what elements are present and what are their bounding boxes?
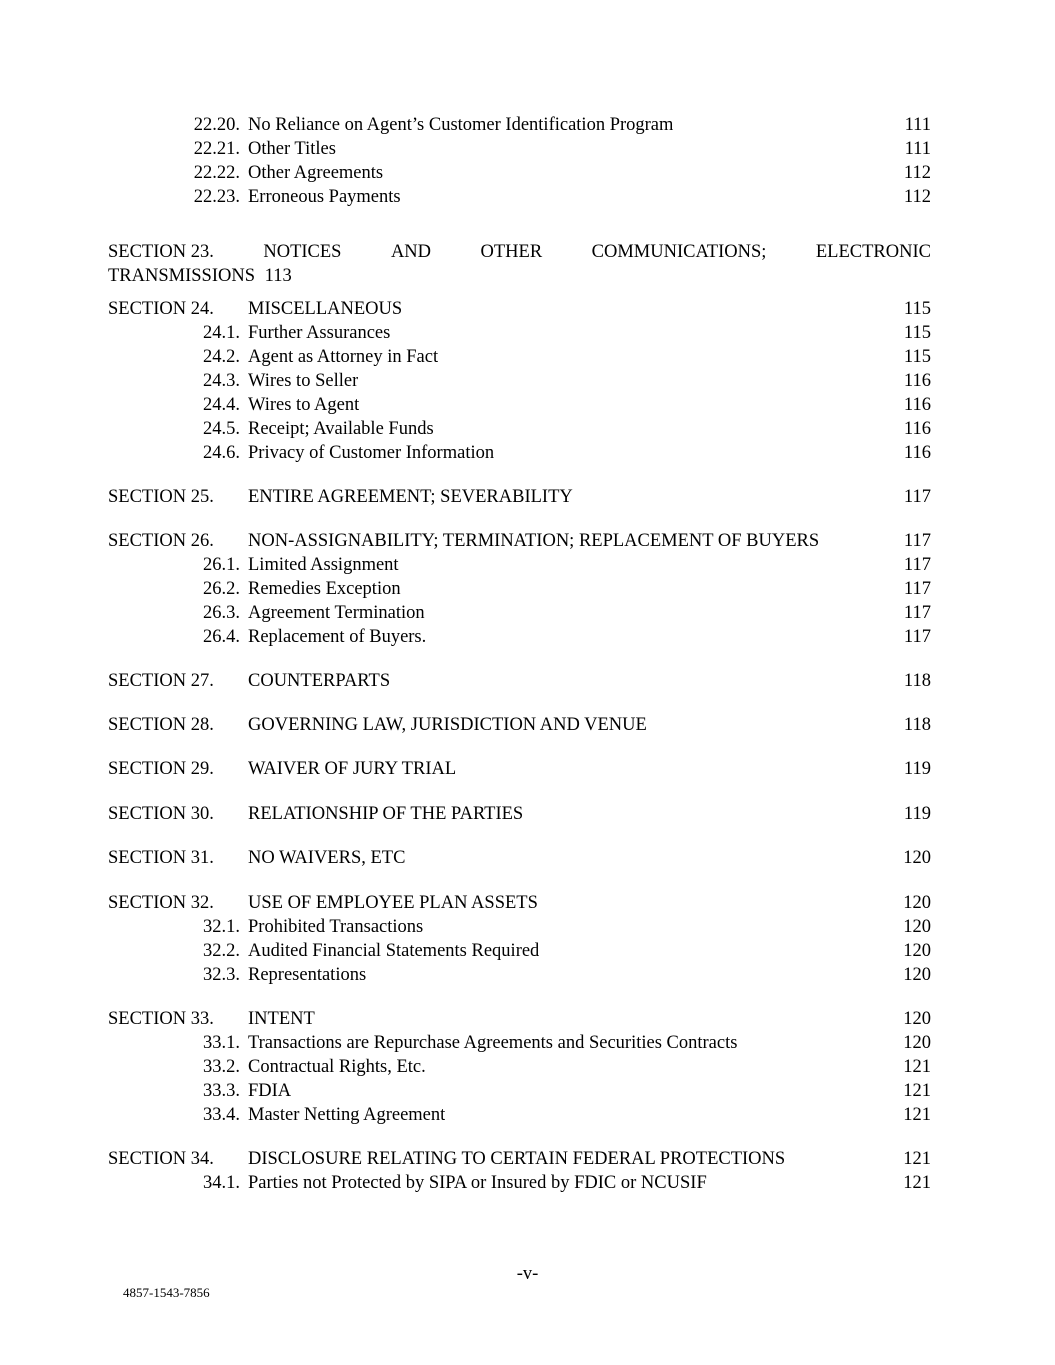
entry-title: No Reliance on Agent’s Customer Identification Program bbox=[248, 115, 674, 135]
entry-title: Other Titles bbox=[248, 139, 336, 159]
toc-entry[interactable] bbox=[108, 393, 931, 417]
entry-title: Replacement of Buyers. bbox=[248, 627, 427, 647]
section-23-word: OTHER bbox=[480, 242, 543, 262]
entry-number-text: 26.4. bbox=[203, 627, 240, 647]
entry-title: NO WAIVERS, ETC bbox=[248, 848, 406, 868]
toc-entry[interactable] bbox=[108, 161, 931, 185]
subsection-number bbox=[108, 915, 248, 939]
entry-page-number: 121 bbox=[903, 1149, 931, 1169]
entry-number-text: 26.1. bbox=[203, 555, 240, 575]
section-number bbox=[108, 485, 248, 509]
toc-entry[interactable] bbox=[108, 137, 931, 161]
entry-page-number: 117 bbox=[903, 487, 931, 507]
section-23-word: COMMUNICATIONS; bbox=[591, 242, 767, 262]
subsection-number bbox=[108, 345, 248, 369]
entry-number-text: 33.4. bbox=[203, 1105, 240, 1125]
section-23-word: ELECTRONIC bbox=[815, 242, 931, 262]
subsection-number bbox=[108, 1079, 248, 1103]
entry-number-text: 24.6. bbox=[203, 443, 240, 463]
entry-page-number: 120 bbox=[903, 848, 931, 868]
entry-page-number: 117 bbox=[903, 603, 931, 623]
entry-title: WAIVER OF JURY TRIAL bbox=[248, 759, 457, 779]
entry-page-number: 121 bbox=[903, 1057, 931, 1077]
entry-number-text: SECTION 34. bbox=[108, 1149, 214, 1169]
section-23-line-2 bbox=[108, 264, 931, 288]
entry-number-text: 32.3. bbox=[203, 965, 240, 985]
toc-entry[interactable] bbox=[108, 1171, 931, 1195]
subsection-number bbox=[108, 963, 248, 987]
subsection-number bbox=[108, 577, 248, 601]
toc-entry[interactable] bbox=[108, 802, 931, 826]
entry-number-text: SECTION 31. bbox=[108, 848, 214, 868]
toc-entry[interactable] bbox=[108, 417, 931, 441]
toc-entry[interactable] bbox=[108, 113, 931, 137]
subsection-number bbox=[108, 1031, 248, 1055]
entry-number-text: 33.3. bbox=[203, 1081, 240, 1101]
entry-title: GOVERNING LAW, JURISDICTION AND VENUE bbox=[248, 715, 647, 735]
entry-page-number: 117 bbox=[903, 531, 931, 551]
toc-entry[interactable] bbox=[108, 939, 931, 963]
toc-entry[interactable] bbox=[108, 321, 931, 345]
entry-page-number: 120 bbox=[903, 917, 931, 937]
entry-page-number: 115 bbox=[903, 323, 931, 343]
entry-title: USE OF EMPLOYEE PLAN ASSETS bbox=[248, 893, 538, 913]
toc-entry[interactable] bbox=[108, 1007, 931, 1031]
entry-page-number: 118 bbox=[903, 715, 931, 735]
section-number bbox=[108, 713, 248, 737]
entry-number-text: 26.3. bbox=[203, 603, 240, 623]
entry-page-number: 112 bbox=[903, 187, 931, 207]
section-number bbox=[108, 891, 248, 915]
toc-entry[interactable] bbox=[108, 529, 931, 553]
entry-page-number: 115 bbox=[903, 347, 931, 367]
subsection-number bbox=[108, 369, 248, 393]
entry-title: Wires to Agent bbox=[248, 395, 360, 415]
entry-title: INTENT bbox=[248, 1009, 315, 1029]
entry-page-number: 120 bbox=[903, 1009, 931, 1029]
section-number bbox=[108, 669, 248, 693]
entry-title: Prohibited Transactions bbox=[248, 917, 424, 937]
toc-entry[interactable] bbox=[108, 1147, 931, 1171]
entry-number-text: 24.4. bbox=[203, 395, 240, 415]
section-23-line-1 bbox=[108, 240, 931, 264]
section-number bbox=[108, 1147, 248, 1171]
entry-title: DISCLOSURE RELATING TO CERTAIN FEDERAL PROTECTIONS bbox=[248, 1149, 786, 1169]
entry-page-number: 116 bbox=[903, 443, 931, 463]
entry-title: FDIA bbox=[248, 1081, 292, 1101]
entry-number-text: SECTION 33. bbox=[108, 1009, 214, 1029]
entry-page-number: 119 bbox=[903, 804, 931, 824]
subsection-number bbox=[108, 137, 248, 161]
section-23-page-number: 113 bbox=[264, 266, 292, 286]
section-number bbox=[108, 1007, 248, 1031]
entry-page-number: 120 bbox=[903, 1033, 931, 1053]
toc-entry[interactable] bbox=[108, 915, 931, 939]
subsection-number bbox=[108, 161, 248, 185]
subsection-number bbox=[108, 393, 248, 417]
entry-title: Parties not Protected by SIPA or Insured by FDIC or NCUSIF bbox=[248, 1173, 707, 1193]
entry-page-number: 117 bbox=[903, 555, 931, 575]
toc-entry[interactable] bbox=[108, 1055, 931, 1079]
toc-entry[interactable] bbox=[108, 1079, 931, 1103]
document-id: 4857-1543-7856 bbox=[123, 1285, 210, 1300]
toc-entry[interactable] bbox=[108, 757, 931, 781]
entry-title: Privacy of Customer Information bbox=[248, 443, 495, 463]
entry-title: Contractual Rights, Etc. bbox=[248, 1057, 426, 1077]
entry-page-number: 112 bbox=[903, 163, 931, 183]
toc-entry[interactable] bbox=[108, 963, 931, 987]
entry-title: Wires to Seller bbox=[248, 371, 359, 391]
subsection-number bbox=[108, 321, 248, 345]
entry-number-text: 34.1. bbox=[203, 1173, 240, 1193]
subsection-number bbox=[108, 939, 248, 963]
entry-title: RELATIONSHIP OF THE PARTIES bbox=[248, 804, 524, 824]
entry-page-number: 117 bbox=[903, 627, 931, 647]
entry-page-number: 111 bbox=[904, 115, 931, 135]
toc-entry[interactable] bbox=[108, 713, 931, 737]
entry-number-text: SECTION 24. bbox=[108, 299, 214, 319]
entry-number-text: 24.2. bbox=[203, 347, 240, 367]
entry-number-text: 33.2. bbox=[203, 1057, 240, 1077]
section-number bbox=[108, 529, 248, 553]
entry-title: Further Assurances bbox=[248, 323, 391, 343]
entry-page-number: 116 bbox=[903, 371, 931, 391]
entry-title: ENTIRE AGREEMENT; SEVERABILITY bbox=[248, 487, 573, 507]
entry-number-text: SECTION 27. bbox=[108, 671, 214, 691]
entry-number-text: 24.1. bbox=[203, 323, 240, 343]
subsection-number bbox=[108, 1055, 248, 1079]
subsection-number bbox=[108, 113, 248, 137]
entry-number-text: SECTION 32. bbox=[108, 893, 214, 913]
section-number bbox=[108, 846, 248, 870]
entry-page-number: 121 bbox=[903, 1173, 931, 1193]
entry-page-number: 119 bbox=[903, 759, 931, 779]
entry-page-number: 121 bbox=[903, 1105, 931, 1125]
entry-number-text: SECTION 25. bbox=[108, 487, 214, 507]
entry-title: Erroneous Payments bbox=[248, 187, 401, 207]
subsection-number bbox=[108, 553, 248, 577]
toc-entry[interactable] bbox=[108, 1031, 931, 1055]
section-number bbox=[108, 297, 248, 321]
entry-number-text: 22.20. bbox=[193, 115, 240, 135]
entry-title: Other Agreements bbox=[248, 163, 384, 183]
section-23-title-continued: TRANSMISSIONS bbox=[108, 266, 256, 286]
entry-title: Transactions are Repurchase Agreements and Securities Contracts bbox=[248, 1033, 738, 1053]
entry-number-text: 22.22. bbox=[193, 163, 240, 183]
entry-title: NON-ASSIGNABILITY; TERMINATION; REPLACEMENT OF BUYERS bbox=[248, 531, 820, 551]
toc-entry[interactable] bbox=[108, 1103, 931, 1127]
entry-page-number: 120 bbox=[903, 893, 931, 913]
toc-entry[interactable] bbox=[108, 669, 931, 693]
entry-title: Agreement Termination bbox=[248, 603, 425, 623]
toc-entry[interactable] bbox=[108, 345, 931, 369]
entry-title: Receipt; Available Funds bbox=[248, 419, 434, 439]
entry-title: MISCELLANEOUS bbox=[248, 299, 403, 319]
entry-number-text: 24.5. bbox=[203, 419, 240, 439]
entry-title: Master Netting Agreement bbox=[248, 1105, 446, 1125]
entry-page-number: 116 bbox=[903, 419, 931, 439]
entry-page-number: 120 bbox=[903, 941, 931, 961]
entry-title: Limited Assignment bbox=[248, 555, 399, 575]
section-23-number: SECTION 23. bbox=[108, 242, 214, 262]
section-number bbox=[108, 802, 248, 826]
entry-title: Remedies Exception bbox=[248, 579, 401, 599]
entry-number-text: 24.3. bbox=[203, 371, 240, 391]
entry-page-number: 120 bbox=[903, 965, 931, 985]
section-23-word: AND bbox=[390, 242, 432, 262]
toc-entry[interactable] bbox=[108, 441, 931, 465]
subsection-number bbox=[108, 185, 248, 209]
entry-number-text: 33.1. bbox=[203, 1033, 240, 1053]
entry-title: Audited Financial Statements Required bbox=[248, 941, 540, 961]
entry-number-text: SECTION 28. bbox=[108, 715, 214, 735]
entry-number-text: 22.21. bbox=[193, 139, 240, 159]
entry-page-number: 115 bbox=[903, 299, 931, 319]
toc-entry[interactable] bbox=[108, 185, 931, 209]
entry-title: Agent as Attorney in Fact bbox=[248, 347, 439, 367]
entry-number-text: SECTION 26. bbox=[108, 531, 214, 551]
toc-entry[interactable] bbox=[108, 891, 931, 915]
entry-number-text: 32.1. bbox=[203, 917, 240, 937]
toc-entry[interactable] bbox=[108, 485, 931, 509]
toc-entry[interactable] bbox=[108, 553, 931, 577]
entry-number-text: SECTION 30. bbox=[108, 804, 214, 824]
subsection-number bbox=[108, 441, 248, 465]
toc-entry[interactable] bbox=[108, 625, 931, 649]
section-23-word: NOTICES bbox=[263, 242, 342, 262]
page-footer-number: -v- bbox=[516, 1264, 539, 1284]
subsection-number bbox=[108, 1103, 248, 1127]
entry-number-text: 26.2. bbox=[203, 579, 240, 599]
toc-entry[interactable] bbox=[108, 577, 931, 601]
toc-entry-section-23[interactable] bbox=[108, 240, 931, 288]
entry-title: COUNTERPARTS bbox=[248, 671, 391, 691]
entry-page-number: 111 bbox=[904, 139, 931, 159]
subsection-number bbox=[108, 601, 248, 625]
entry-title: Representations bbox=[248, 965, 367, 985]
toc-entry[interactable] bbox=[108, 369, 931, 393]
toc-entry[interactable] bbox=[108, 601, 931, 625]
entry-page-number: 118 bbox=[903, 671, 931, 691]
entry-page-number: 117 bbox=[903, 579, 931, 599]
entry-number-text: SECTION 29. bbox=[108, 759, 214, 779]
entry-number-text: 32.2. bbox=[203, 941, 240, 961]
subsection-number bbox=[108, 625, 248, 649]
toc-entry[interactable] bbox=[108, 846, 931, 870]
toc-entry[interactable] bbox=[108, 297, 931, 321]
section-number bbox=[108, 757, 248, 781]
entry-page-number: 121 bbox=[903, 1081, 931, 1101]
subsection-number bbox=[108, 417, 248, 441]
subsection-number bbox=[108, 1171, 248, 1195]
entry-page-number: 116 bbox=[903, 395, 931, 415]
entry-number-text: 22.23. bbox=[193, 187, 240, 207]
